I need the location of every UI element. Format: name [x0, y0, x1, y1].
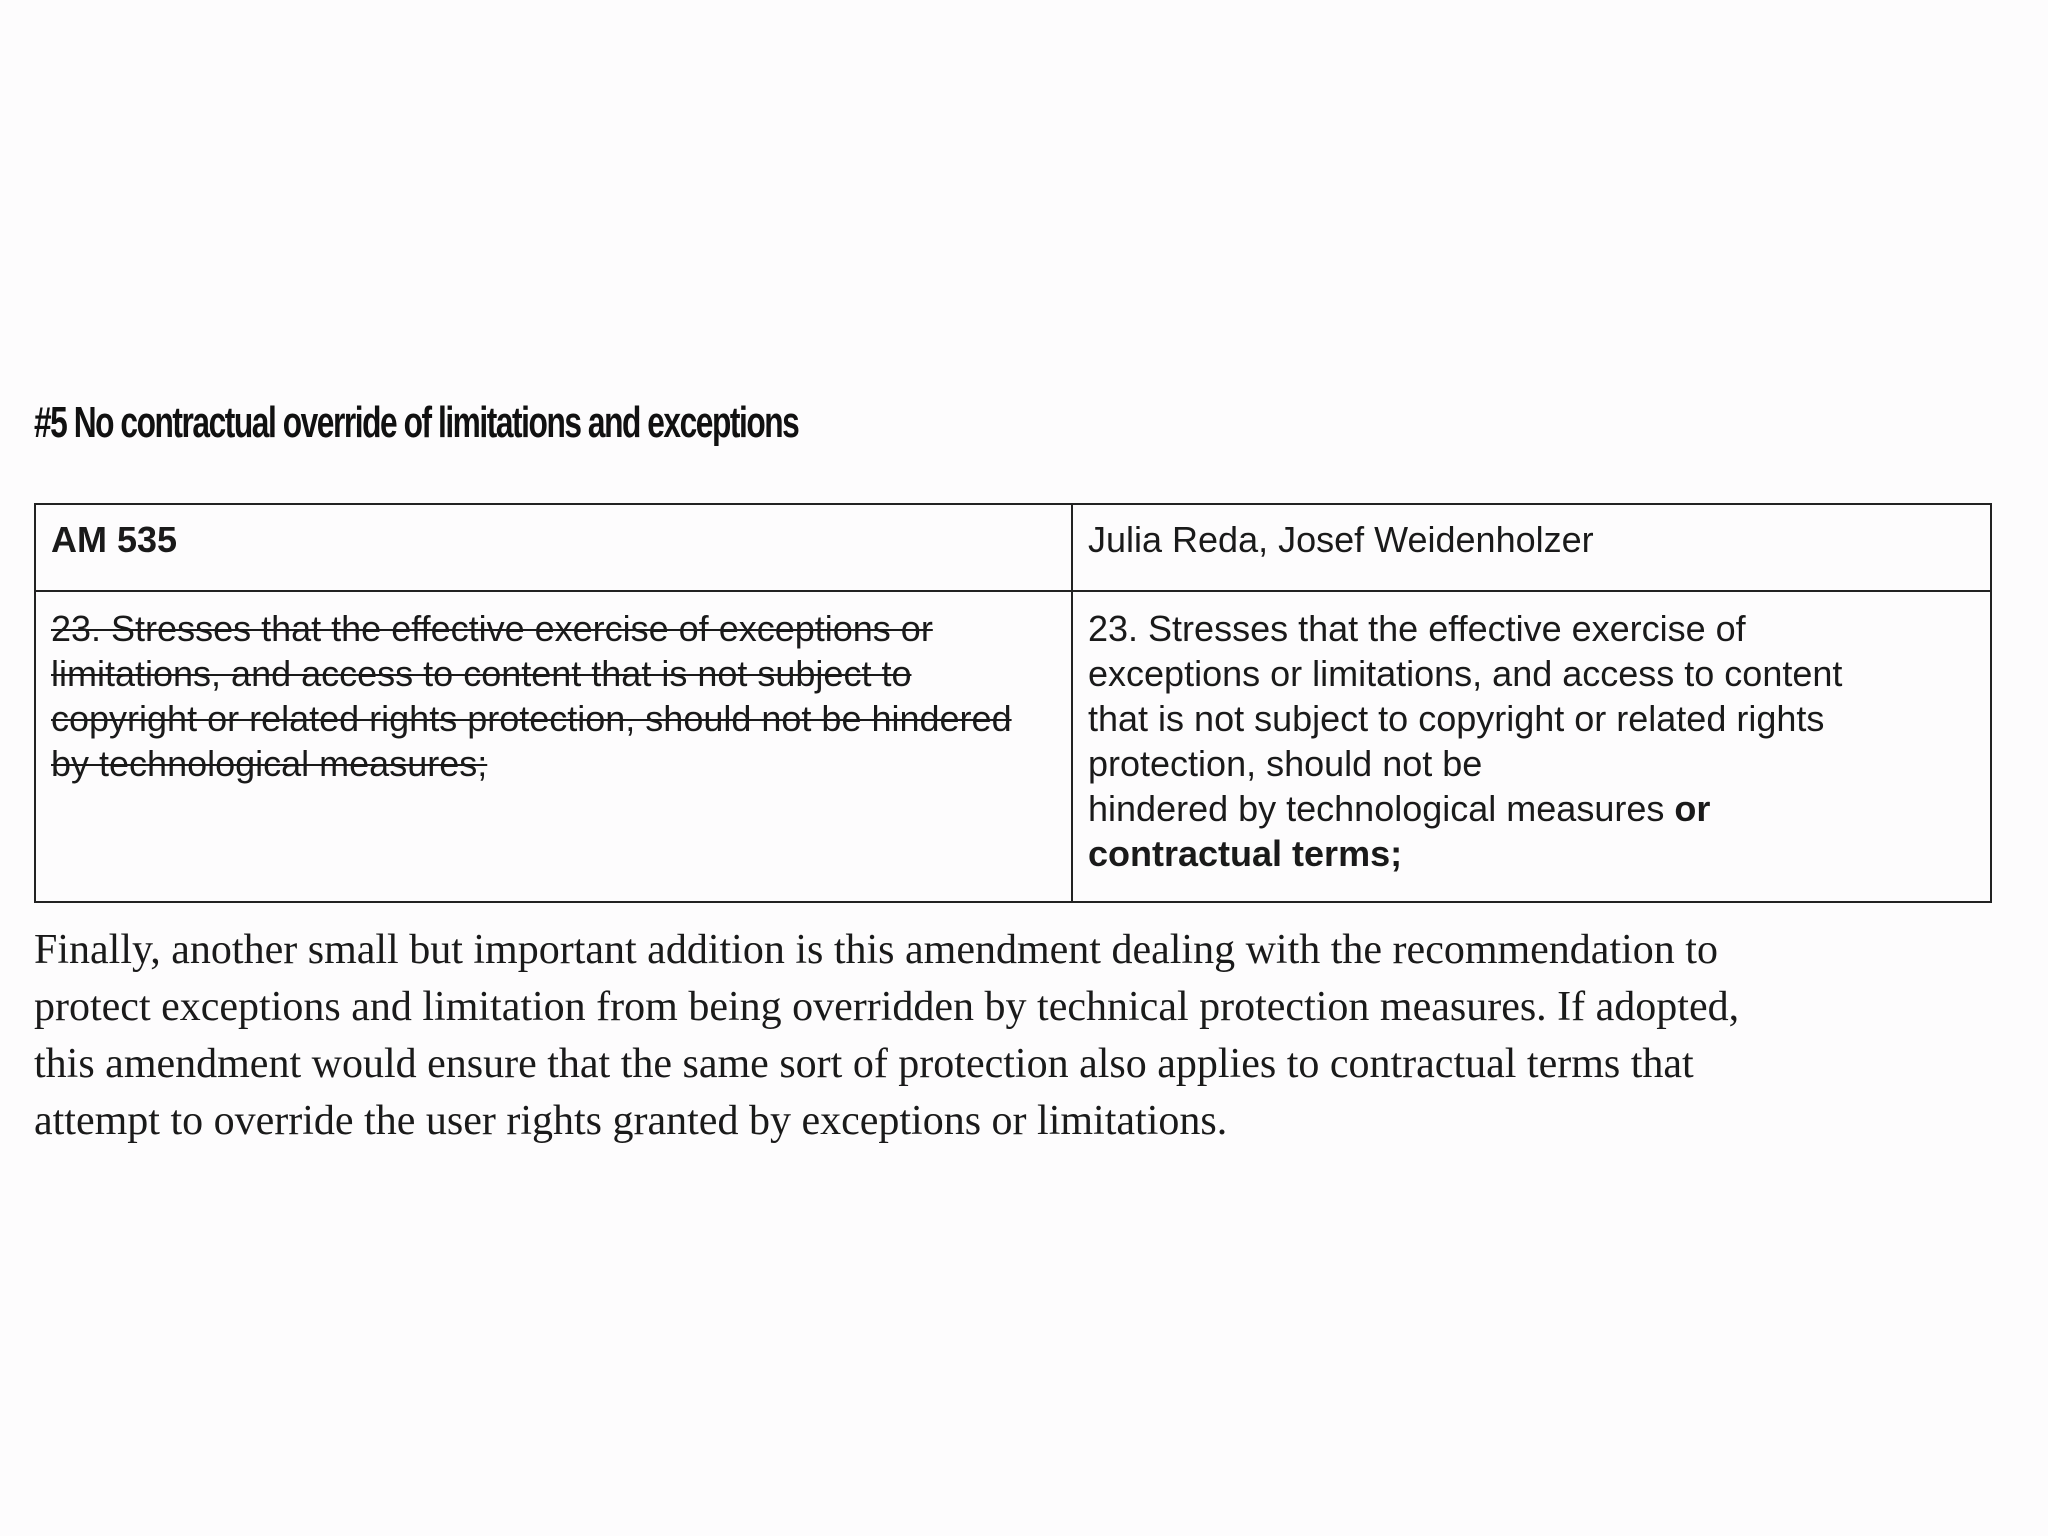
amendment-table	[34, 503, 1992, 903]
amended-text-line-with-addition	[1088, 786, 1982, 831]
original-text-line: by technological measures;	[51, 743, 488, 784]
amendment-number-cell	[35, 504, 1072, 591]
amended-text-line: protection, should not be	[1088, 743, 1483, 784]
explanation-paragraph	[34, 922, 2024, 1150]
paragraph-line: Finally, another small but important addition is this amendment dealing with the recommendation to	[34, 927, 1718, 973]
original-text-line: 23. Stresses that the effective exercise of exceptions or	[51, 608, 933, 649]
amended-text-line: exceptions or limitations, and access to content	[1088, 653, 1843, 694]
paragraph-line: this amendment would ensure that the same sort of protection also applies to contractual terms that	[34, 1041, 1694, 1087]
paragraph-line: protect exceptions and limitation from being overridden by technical protection measures. If adopted,	[34, 984, 1740, 1030]
original-text-line: limitations, and access to content that is not subject to	[51, 653, 912, 694]
original-text-cell	[35, 591, 1072, 902]
table-header-row	[35, 504, 1991, 591]
amended-text-line: that is not subject to copyright or related rights	[1088, 698, 1825, 739]
section-heading: #5 No contractual override of limitations and exceptions	[34, 398, 799, 447]
amended-text-line: hindered by technological measures	[1088, 788, 1675, 829]
amendment-number: AM 535	[51, 519, 178, 560]
table-body-row	[35, 591, 1991, 902]
authors-cell	[1072, 504, 1991, 591]
added-text: or	[1674, 788, 1711, 829]
original-text-line: copyright or related rights protection, should not be hindered	[51, 698, 1012, 739]
amended-text-cell	[1072, 591, 1991, 902]
amendment-authors: Julia Reda, Josef Weidenholzer	[1088, 519, 1594, 560]
added-text: contractual terms;	[1088, 833, 1403, 874]
paragraph-line: attempt to override the user rights granted by exceptions or limitations.	[34, 1098, 1228, 1144]
amended-text-line: 23. Stresses that the effective exercise of	[1088, 608, 1746, 649]
